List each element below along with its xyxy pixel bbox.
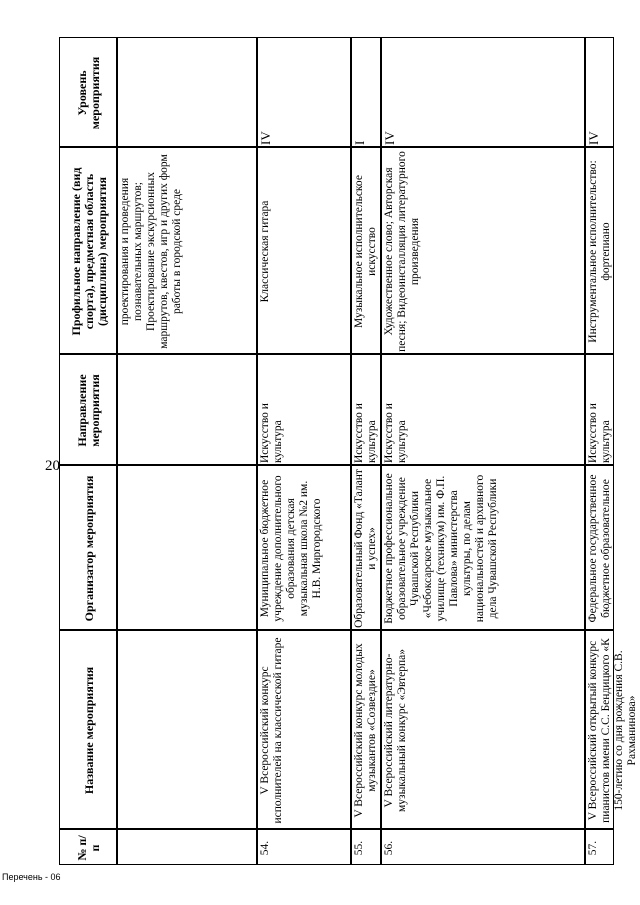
header-num: № п/п xyxy=(75,835,102,861)
table-cell xyxy=(585,630,638,829)
table-grid xyxy=(60,38,638,866)
table-cell xyxy=(351,37,381,147)
header-profile: Профильное направление (вид спорта), предметная область (дисциплина) мероприятия xyxy=(68,167,109,336)
continuation-num xyxy=(118,830,258,866)
row-0-num: 54. xyxy=(259,840,271,856)
row-0-direction: Искусство и культура xyxy=(259,403,284,463)
header-name: Название мероприятия xyxy=(81,666,96,795)
table-cell xyxy=(117,630,257,829)
table-cell xyxy=(117,465,257,630)
table-cell xyxy=(351,630,381,829)
continuation-name xyxy=(118,631,258,830)
table-cell xyxy=(381,630,585,829)
continuation-level xyxy=(118,38,258,148)
row-1-direction: Искусство и культура xyxy=(353,403,378,463)
table-cell xyxy=(117,354,257,465)
table-cell xyxy=(257,465,351,630)
table-cell xyxy=(117,37,257,147)
table-cell xyxy=(585,37,614,147)
table-cell xyxy=(117,829,257,865)
table-cell xyxy=(257,37,351,147)
row-3-organizer: Федеральное государственное бюджетное образовательное xyxy=(587,474,612,623)
table-cell xyxy=(117,147,257,354)
table-cell xyxy=(59,465,117,630)
continuation-profile: проектирования и проведения познавательных маршрутов; Проектирование экскурсионных маршрутов, квестов, игр и других форм работы в городской среде xyxy=(119,154,183,349)
table-cell xyxy=(257,354,351,465)
continuation-direction xyxy=(118,355,258,466)
table-cell xyxy=(59,630,117,829)
row-2-level: IV xyxy=(382,131,397,145)
table-cell xyxy=(257,147,351,354)
table-cell xyxy=(59,37,117,147)
table-cell xyxy=(351,354,381,465)
continuation-organizer xyxy=(118,466,258,631)
table-cell xyxy=(585,147,614,354)
table-cell xyxy=(351,829,381,865)
row-0-level: IV xyxy=(258,131,273,145)
row-1-level: I xyxy=(352,140,367,145)
row-3-direction: Искусство и культура xyxy=(587,403,612,463)
row-3-level: IV xyxy=(586,131,601,145)
table-cell xyxy=(257,829,351,865)
footer-note: Перечень - 06 xyxy=(2,872,61,882)
row-0-organizer: Муниципальное бюджетное учреждение дополнительного образования детская музыкальная школа №2 им. Н.В. Миргородского xyxy=(259,475,323,622)
table-cell xyxy=(381,465,585,630)
table-cell xyxy=(381,37,585,147)
row-1-num: 55. xyxy=(353,840,365,856)
table-cell xyxy=(59,829,117,865)
row-3-name: V Всероссийский открытый конкурс пианистов имени С.С. Бендицкого «К 150-летию со дня рождения С.В. Рахманинова» xyxy=(587,638,638,823)
page-number: 20 xyxy=(45,458,60,474)
row-0-profile: Классическая гитара xyxy=(259,200,271,303)
row-2-name: V Всероссийский литературно-музыкальный конкурс «Эвтерпа» xyxy=(383,649,408,812)
row-3-profile: Инструментальное исполнительство: фортепиано xyxy=(587,160,612,343)
row-2-num: 56. xyxy=(383,840,395,856)
row-1-name: V Всероссийский конкурс молодых музыкантов «Созвездие» xyxy=(353,643,378,818)
table-cell xyxy=(381,354,585,465)
table-cell xyxy=(585,465,614,630)
header-level: Уровень мероприятия xyxy=(75,56,102,130)
table-cell xyxy=(257,630,351,829)
table-cell xyxy=(59,354,117,465)
table-cell xyxy=(381,147,585,354)
row-2-profile: Художественное слово; Авторская песня; Видеоинсталляция литературного произведения xyxy=(383,151,421,352)
table-cell xyxy=(381,829,585,865)
table-cell xyxy=(585,829,614,865)
row-2-organizer: Бюджетное профессиональное образовательное учреждение Чувашской Республики «Чебоксарское музыкальное училище (техникум) им. Ф.П. Павлова» министерства культуры, по делам национальностей и архивного дела Чувашской Республики xyxy=(383,473,499,624)
row-1-profile: Музыкальное исполнительское искусство xyxy=(353,175,378,328)
table-cell xyxy=(351,147,381,354)
row-0-name: V Всероссийский конкурс исполнителей на классической гитаре xyxy=(259,637,284,824)
row-3-num: 57. xyxy=(587,840,599,856)
header-organizer: Организатор мероприятия xyxy=(81,475,96,622)
table-cell xyxy=(59,147,117,354)
row-2-direction: Искусство и культура xyxy=(383,403,408,463)
table-cell xyxy=(585,354,614,465)
row-1-organizer: Образовательный Фонд «Талант и успех» xyxy=(353,469,378,628)
table-cell xyxy=(351,465,381,630)
header-direction: Направление мероприятия xyxy=(75,374,102,447)
